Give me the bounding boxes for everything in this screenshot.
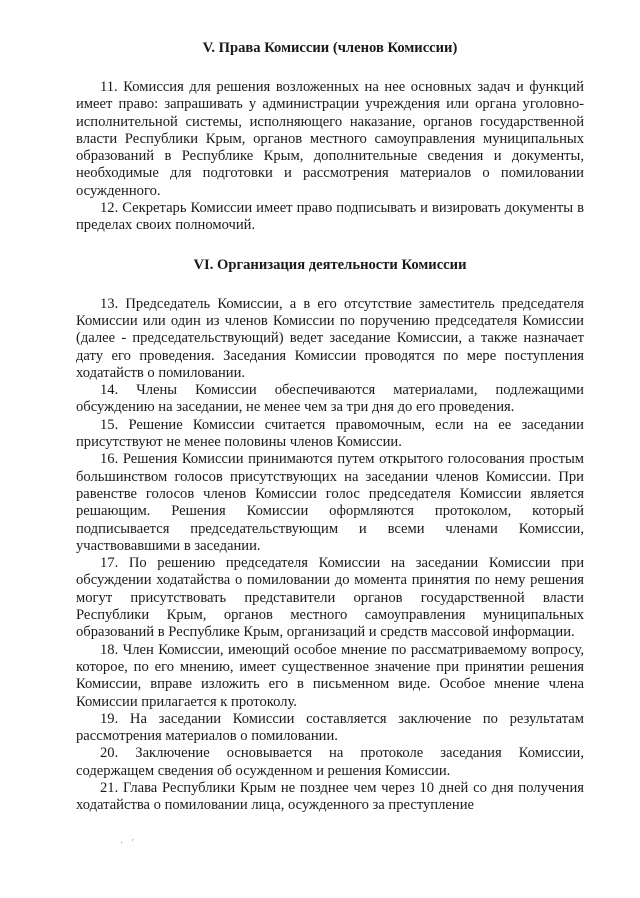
paragraph-16: 16. Решения Комиссии принимаются путем открытого голосования простым большинством голосов присутствующих на заседании членов Комиссии. При равенстве голосов членов Комиссии голос председателя Комиссии является решающим. Решения Комиссии оформляются протоколом, который подписывается председательствующим и всеми членами Комиссии, участвовавшими в заседании. bbox=[76, 451, 584, 554]
scan-artifact: · ' bbox=[120, 838, 137, 849]
paragraph-11: 11. Комиссия для решения возложенных на нее основных задач и функций имеет право: запрашивать у администрации учреждения или органа уголовно-исполнительной системы, исполняющего наказание, органов государственной власти Республики Крым, органов местного самоуправления муниципальных образований в Республике Крым, дополнительные сведения и документы, необходимые для подготовки и рассмотрения материалов о помиловании осужденного. bbox=[76, 79, 584, 199]
section-6-title: VI. Организация деятельности Комиссии bbox=[193, 256, 467, 273]
paragraph-18: 18. Член Комиссии, имеющий особое мнение по рассматриваемому вопросу, которое, по его мнению, имеет существенное значение при принятии решения Комиссии, вправе изложить его в письменном виде. Особое мнение члена Комиссии прилагается к протоколу. bbox=[76, 641, 584, 710]
paragraph-13: 13. Председатель Комиссии, а в его отсутствие заместитель председателя Комиссии или один из членов Комиссии по поручению председателя Комиссии (далее - председательствующий) ведет заседание Комиссии, а также назначает дату его проведения. Заседания Комиссии проводятся по мере поступления ходатайств о помиловании. bbox=[76, 295, 584, 381]
paragraph-19: 19. На заседании Комиссии составляется заключение по результатам рассмотрения материалов о помиловании. bbox=[76, 710, 584, 745]
document-page bbox=[76, 40, 584, 815]
paragraph-17: 17. По решению председателя Комиссии на заседании Комиссии при обсуждении ходатайства о помиловании до момента принятия по нему решения могут присутствовать представители органов государственной власти Республики Крым, органов местного самоуправления муниципальных образований в Республике Крым, организаций и средств массовой информации. bbox=[76, 555, 584, 641]
section-5-title: V. Права Комиссии (членов Комиссии) bbox=[202, 40, 458, 56]
paragraph-14: 14. Члены Комиссии обеспечиваются материалами, подлежащими обсуждению на заседании, не менее чем за три дня до его проведения. bbox=[76, 382, 584, 416]
paragraph-21: 21. Глава Республики Крым не позднее чем через 10 дней со дня получения ходатайства о помиловании лица, осужденного за преступление bbox=[76, 779, 584, 814]
paragraph-20: 20. Заключение основывается на протоколе заседания Комиссии, содержащем сведения об осужденном и решения Комиссии. bbox=[76, 745, 584, 779]
paragraph-12: 12. Секретарь Комиссии имеет право подписывать и визировать документы в пределах своих полномочий. bbox=[76, 200, 584, 234]
paragraph-15: 15. Решение Комиссии считается правомочным, если на ее заседании присутствуют не менее половины членов Комиссии. bbox=[76, 416, 584, 451]
